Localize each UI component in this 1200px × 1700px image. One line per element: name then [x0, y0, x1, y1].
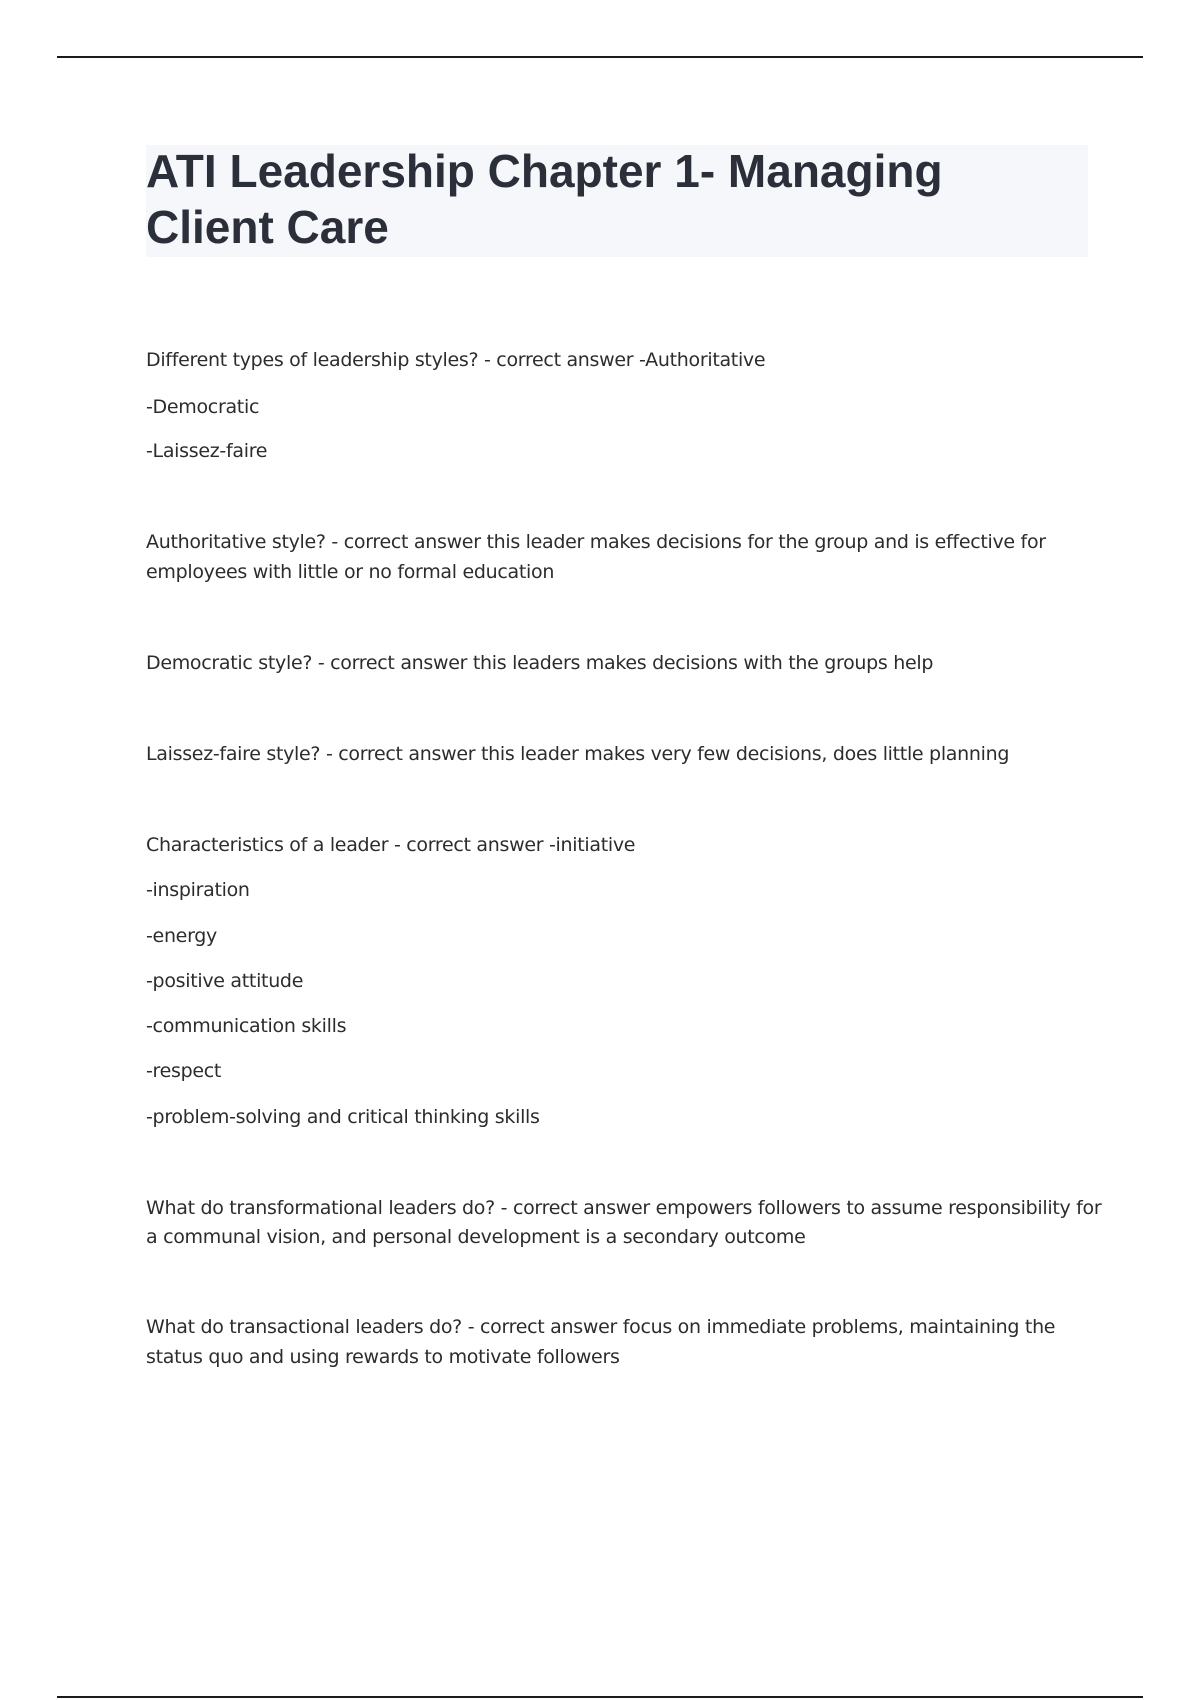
entry-5-line-1: Characteristics of a leader - correct answer -initiative — [146, 834, 636, 856]
entry-5-line-4: -positive attitude — [146, 970, 304, 992]
entry-3-line-1: Democratic style? - correct answer this leaders makes decisions with the groups help — [146, 652, 934, 674]
entry-7-line-2: status quo and using rewards to motivate followers — [146, 1346, 620, 1368]
entry-2-line-2: employees with little or no formal education — [146, 561, 555, 583]
entry-7-line-1: What do transactional leaders do? - correct answer focus on immediate problems, maintaining the — [146, 1316, 1056, 1338]
document-title: ATI Leadership Chapter 1- Managing Client Care — [146, 145, 943, 253]
entry-2-line-1: Authoritative style? - correct answer this leader makes decisions for the group and is effective for — [146, 531, 1046, 553]
entry-5-line-2: -inspiration — [146, 879, 250, 901]
top-rule — [57, 56, 1143, 58]
entry-4-line-1: Laissez-faire style? - correct answer this leader makes very few decisions, does little planning — [146, 743, 1010, 765]
entry-1-line-3: -Laissez-faire — [146, 440, 268, 462]
entry-1-line-2: -Democratic — [146, 396, 260, 418]
entry-1-line-1: Different types of leadership styles? - correct answer -Authoritative — [146, 349, 766, 371]
bottom-rule — [57, 1696, 1143, 1698]
entry-6-line-1: What do transformational leaders do? - correct answer empowers followers to assume responsibility for — [146, 1197, 1102, 1219]
entry-5-line-7: -problem-solving and critical thinking skills — [146, 1106, 540, 1128]
entry-5-line-5: -communication skills — [146, 1015, 347, 1037]
entry-5-line-6: -respect — [146, 1060, 222, 1082]
entry-5-line-3: -energy — [146, 925, 217, 947]
entry-6-line-2: a communal vision, and personal development is a secondary outcome — [146, 1226, 806, 1248]
